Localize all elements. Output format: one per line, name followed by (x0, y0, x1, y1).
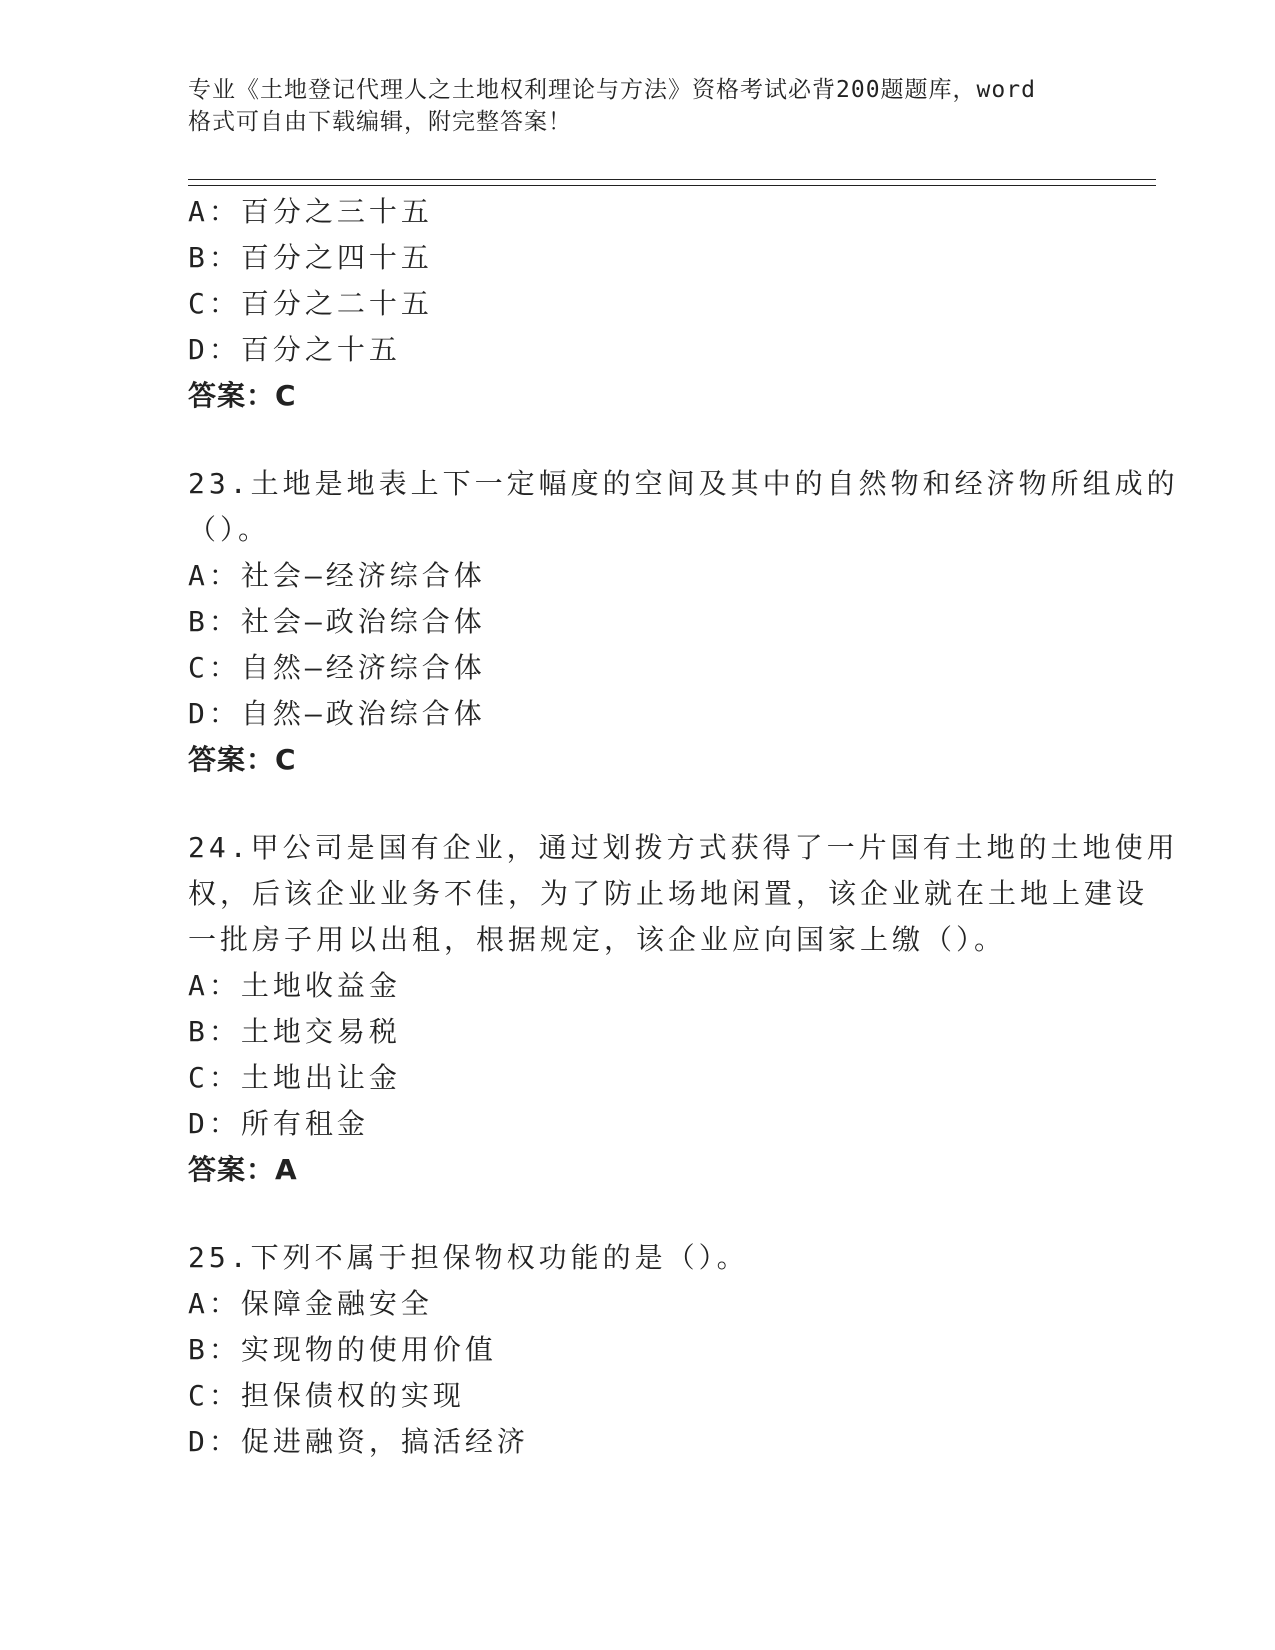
question-stem: 23.土地是地表上下一定幅度的空间及其中的自然物和经济物所组成的 (188, 467, 1179, 500)
option-b: B：百分之四十五 (188, 241, 433, 274)
spacer (188, 419, 1088, 461)
spacer (188, 1193, 1088, 1235)
option-b: B：土地交易税 (188, 1015, 401, 1048)
option-d: D：自然—政治综合体 (188, 697, 486, 730)
header-divider (188, 179, 1156, 186)
answer: 答案：C (188, 379, 297, 412)
option-b: B：实现物的使用价值 (188, 1333, 497, 1366)
option-c: C：自然—经济综合体 (188, 651, 486, 684)
question-stem: 24.甲公司是国有企业，通过划拨方式获得了一片国有土地的土地使用 (188, 831, 1179, 864)
question-24 (188, 825, 1179, 1193)
page-header (188, 74, 1068, 138)
question-list (188, 189, 1179, 1465)
option-a: A：百分之三十五 (188, 195, 433, 228)
question-stem: （）。 (188, 513, 271, 546)
option-c: C：担保债权的实现 (188, 1379, 465, 1412)
question-stem: 权，后该企业业务不佳，为了防止场地闲置，该企业就在土地上建设 (188, 877, 1149, 910)
spacer (188, 783, 1088, 825)
question-25 (188, 1235, 1088, 1465)
answer: 答案：C (188, 743, 297, 776)
option-d: D：促进融资，搞活经济 (188, 1425, 529, 1458)
option-b: B：社会—政治综合体 (188, 605, 486, 638)
question-23 (188, 461, 1179, 783)
answer: 答案：A (188, 1153, 298, 1186)
option-a: A：保障金融安全 (188, 1287, 433, 1320)
option-a: A：社会—经济综合体 (188, 559, 486, 592)
question-stem: 一批房子用以出租，根据规定，该企业应向国家上缴（）。 (188, 923, 1007, 956)
question-stem: 25.下列不属于担保物权功能的是（）。 (188, 1241, 749, 1274)
option-c: C：土地出让金 (188, 1061, 401, 1094)
header-line-2: 格式可自由下载编辑，附完整答案！ (188, 109, 572, 135)
option-c: C：百分之二十五 (188, 287, 433, 320)
option-a: A：土地收益金 (188, 969, 401, 1002)
header-line-1: 专业《土地登记代理人之土地权利理论与方法》资格考试必背200题题库，word (188, 77, 1036, 103)
question-22 (188, 189, 1088, 419)
option-d: D：百分之十五 (188, 333, 401, 366)
option-d: D：所有租金 (188, 1107, 369, 1140)
